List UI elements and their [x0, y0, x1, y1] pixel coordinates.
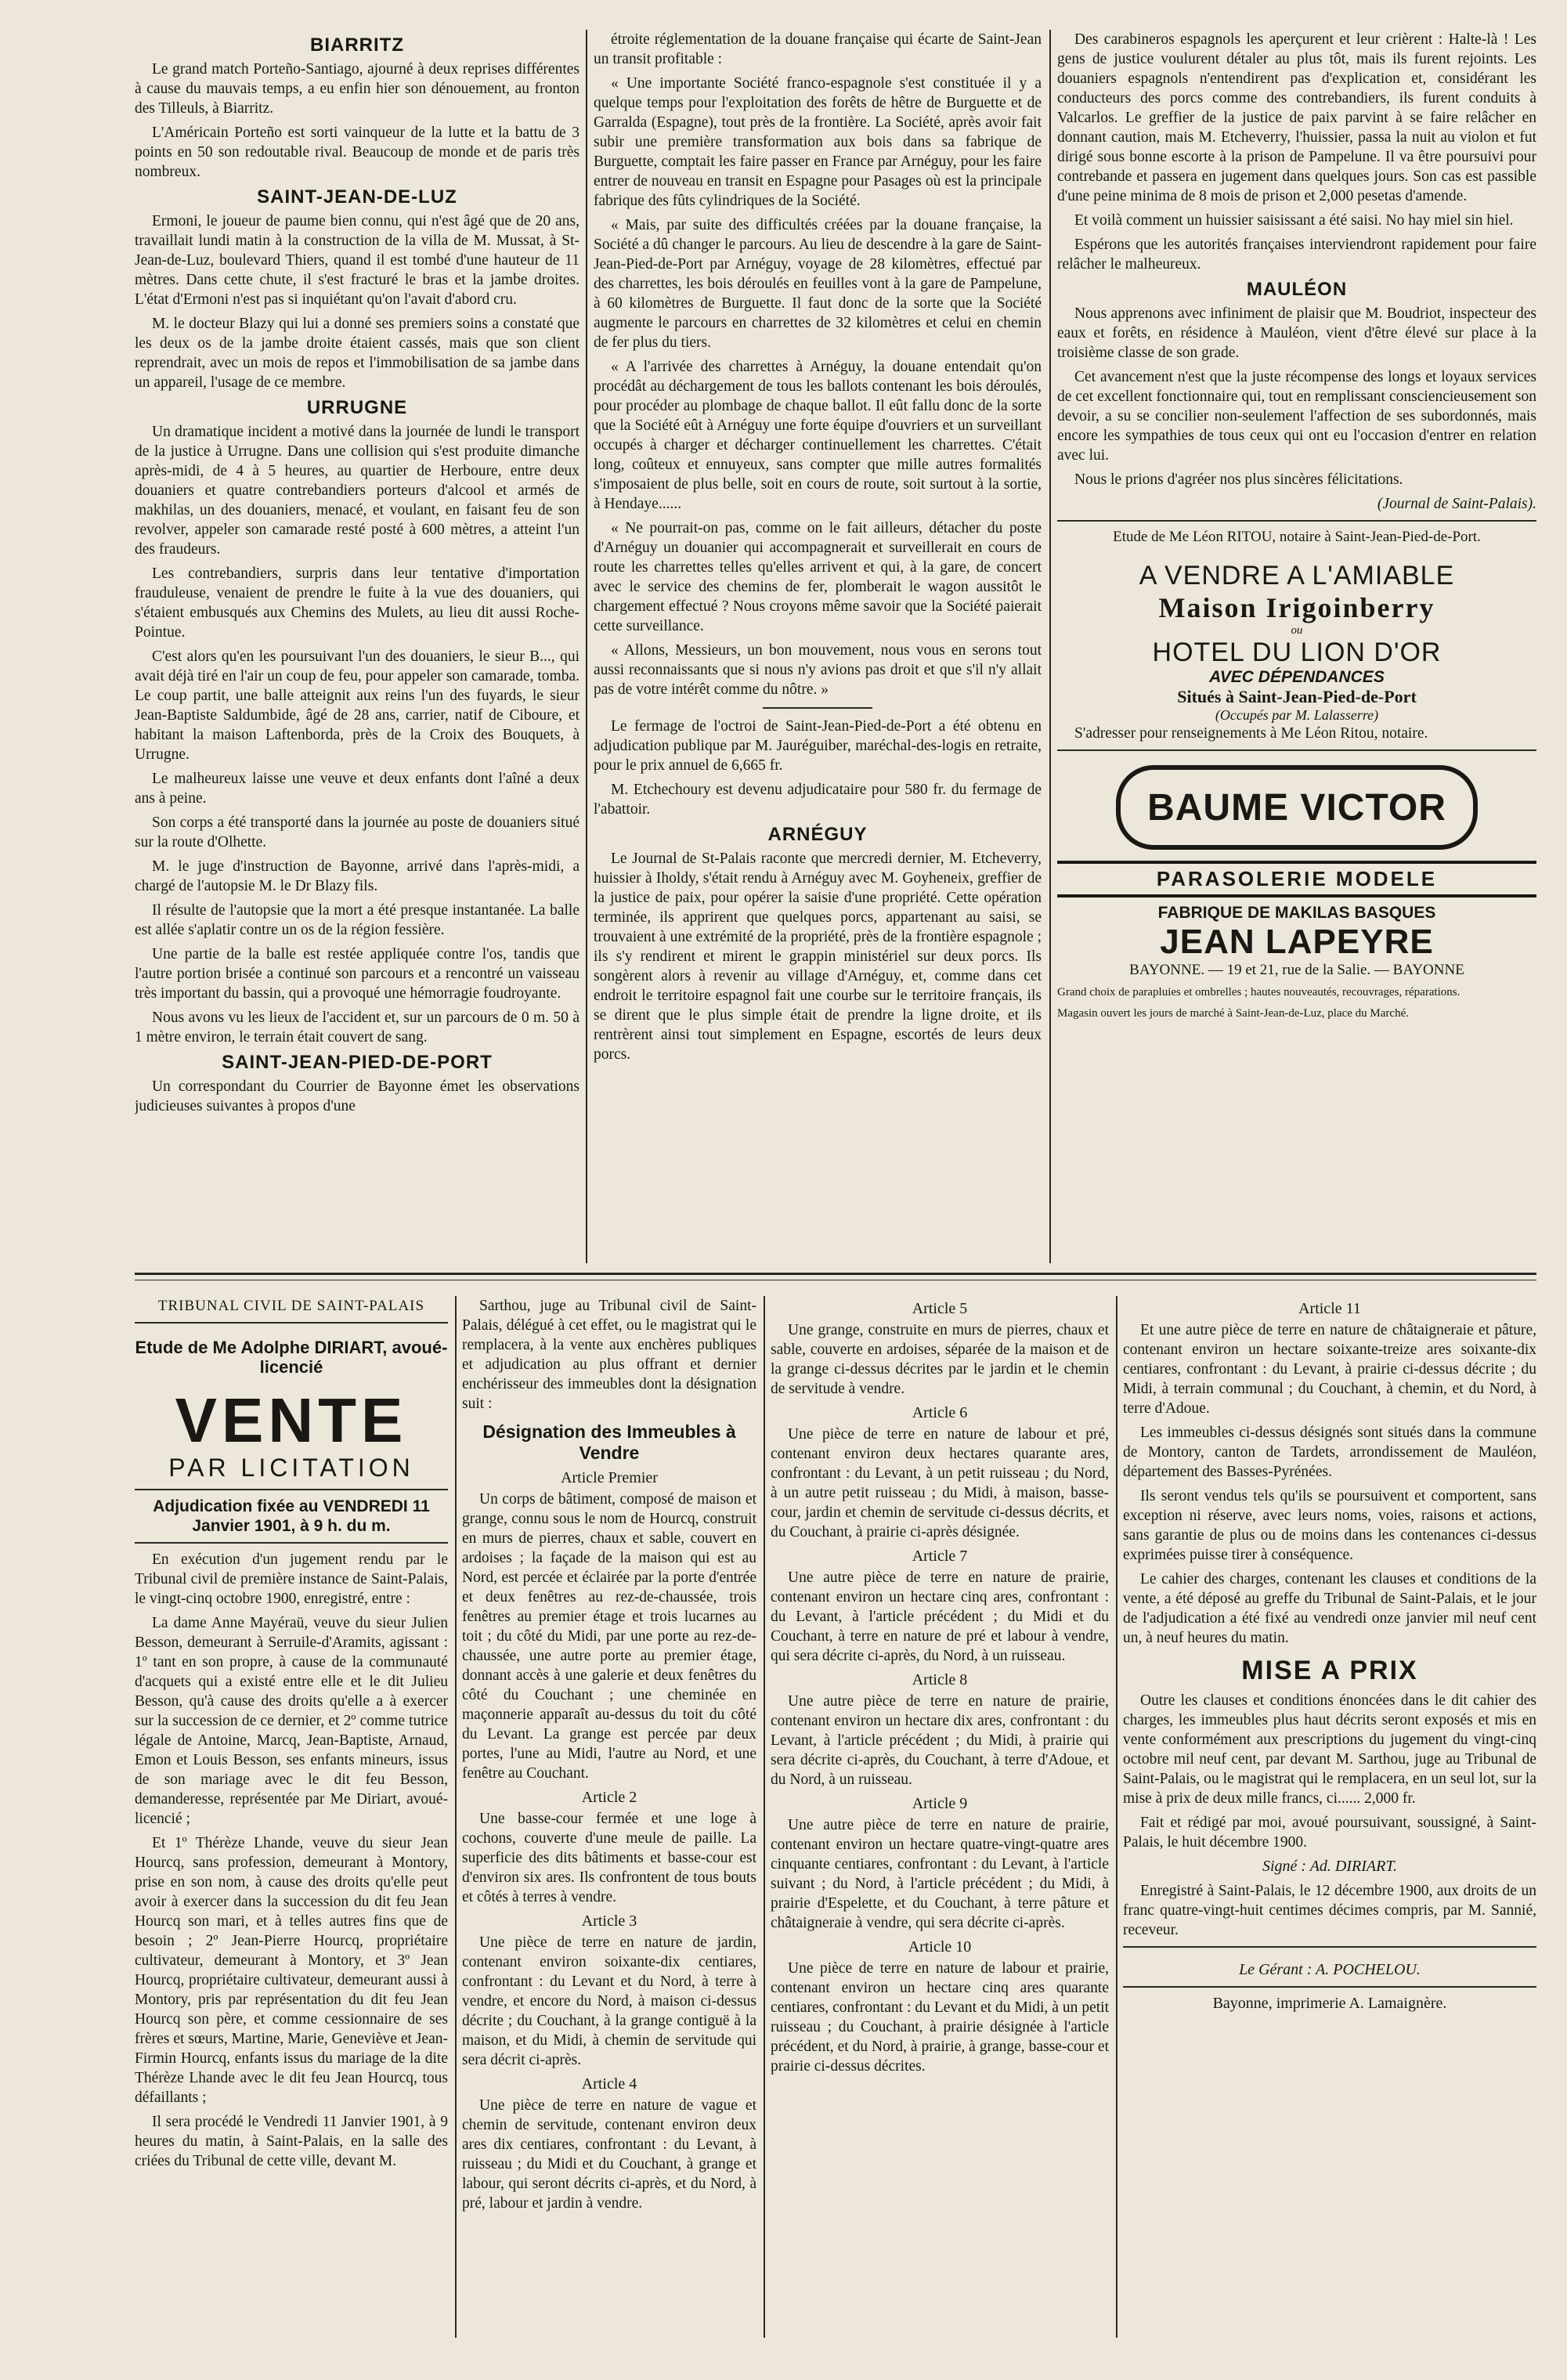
ad-parasolerie-title: PARASOLERIE MODELE	[1057, 861, 1536, 897]
paragraph: Fait et rédigé par moi, avoué poursuivant, soussigné, à Saint-Palais, le huit décembre 1900.	[1123, 1815, 1536, 1851]
ad-fabrique: FABRIQUE DE MAKILAS BASQUES	[1157, 904, 1436, 922]
gerant-line: Le Gérant : A. POCHELOU.	[1239, 1961, 1421, 1978]
article-heading: Article 5	[912, 1300, 968, 1317]
paragraph: Outre les clauses et conditions énoncées dans le dit cahier des charges, les immeubles plus haut décrits seront exposés et mis en vente conformément aux prescriptions du jugement du vingt-cinq octobre mil neuf cent, par devant M. Sarthou, juge au Tribunal de Saint-Palais, ou le magistrat qui le remplacera, en un seul lot, sur la mise à prix de deux mille francs, ci...... 2,000 fr.	[1123, 1692, 1536, 1807]
ad-hotel-name: HOTEL DU LION D'OR	[1152, 637, 1442, 667]
paragraph: Espérons que les autorités françaises interviendront rapidement pour faire relâcher le malheureux.	[1057, 237, 1536, 273]
paragraph: Enregistré à Saint-Palais, le 12 décembre 1900, aux droits de un franc quatre-vingt-huit centimes décimes compris, par M. Sannié, receveur.	[1123, 1883, 1536, 1938]
ad-dependances: AVEC DÉPENDANCES	[1209, 668, 1385, 686]
legal-column-4	[1123, 1296, 1536, 2338]
separator	[763, 707, 872, 709]
paragraph: M. le juge d'instruction de Bayonne, arrivé dans l'après-midi, a chargé de l'autopsie M. le Dr Blazy fils.	[135, 858, 580, 894]
article-heading: Article 3	[581, 1912, 637, 1930]
section-title-saint-jean-pied-de-port: SAINT-JEAN-PIED-DE-PORT	[222, 1052, 493, 1073]
paragraph: Et voilà comment un huissier saisissant a été saisi. No hay miel sin hiel.	[1074, 212, 1514, 229]
adjudication-date: Adjudication fixée au VENDREDI 11 Janvier 1901, à 9 h. du m.	[153, 1497, 430, 1535]
paragraph: M. Etchechoury est devenu adjudicataire pour 580 fr. du fermage de l'abattoir.	[594, 782, 1042, 818]
news-column-2	[594, 30, 1042, 1263]
mise-a-prix-heading: MISE A PRIX	[1241, 1656, 1418, 1685]
article-heading: Article 8	[912, 1671, 968, 1688]
paragraph: « Mais, par suite des difficultés créées par la douane française, la Société a dû changer le parcours. Au lieu de descendre à la gare de Saint-Jean-Pied-de-Port par Arnéguy, voyage de 28 kilomètres, effectué par des charrettes, les bois déroulés en feuilles vont à la gare de Pampelune, à 60 kilomètres de Burguette. Il faut donc de la sorte que la Société augmente le parcours en charrettes de 32 kilomètres et celui en chemin de fer plus du tiers.	[594, 217, 1042, 351]
paragraph: Le Journal de St-Palais raconte que mercredi dernier, M. Etcheverry, huissier à Iholdy, s'était rendu à Arnéguy avec M. Goyheneix, greffier de la justice de paix, pour opérer la saisie d'une propriété. Cette opération terminée, ils apprirent que quelques porcs, appartenant au saisi, se trouvaient à une extrémité de la propriété, près de la frontière espagnole ; ils s'y rendirent et mirent le grappin ministériel sur deux porcs. Ils songèrent alors à revenir au village d'Arnéguy, et, comme dans cet endroit le territoire espagnol fait une courbe sur le territoire français, ils se dirent que le plus simple était de prendre la ligne droite, et ils rentrèrent ainsi tout simplement en Espagne, escortés de leurs deux porcs.	[594, 851, 1042, 1063]
ad-location: Situés à Saint-Jean-Pied-de-Port	[1177, 687, 1417, 706]
paragraph: Le fermage de l'octroi de Saint-Jean-Pied-de-Port a été obtenu en adjudication publique par M. Jauréguiber, maréchal-des-logis en retraite, pour le prix annuel de 6,665 fr.	[594, 718, 1042, 774]
paragraph: Et une autre pièce de terre en nature de châtaigneraie et pâture, contenant environ un hectare soixante-treize ares soixante-dix centiares, confrontant : du Levant, à prairie ci-dessus décrite ; du Midi, à terrain communal ; du Couchant, à chemin, et du Nord, à terre d'Adoue.	[1123, 1322, 1536, 1417]
paragraph: Le malheureux laisse une veuve et deux enfants dont l'aîné a deux ans à peine.	[135, 771, 580, 807]
baume-victor-text: BAUME VICTOR	[1147, 786, 1446, 829]
paragraph: Ermoni, le joueur de paume bien connu, qui n'est âgé que de 20 ans, travaillait lundi matin à la construction de la villa de M. Mussat, à St-Jean-de-Luz, boulevard Thiers, quand il est tombé d'une hauteur de 11 mètres. Dans cette chute, il s'est fracturé le bras et la jambe droites. L'état d'Ermoni n'est pas si inquiétant qu'on l'avait d'abord cru.	[135, 213, 580, 308]
paragraph: « Allons, Messieurs, un bon mouvement, nous vous en serons tout aussi reconnaissants que si nous n'y avions pas droit et que s'il n'y allait pas de votre intérêt comme du nôtre. »	[594, 642, 1042, 698]
paragraph: Une pièce de terre en nature de vague et chemin de servitude, contenant environ deux ares dix centiares, confrontant : du Levant, à ruisseau ; du Midi et du Couchant, à grange et labour, qui seront décrits ci-après, et du Nord, à pré, labour et jardin à vendre.	[462, 2097, 756, 2212]
paragraph: Une pièce de terre en nature de jardin, contenant environ soixante-dix centiares, confrontant : du Levant et du Nord, à terre à vendre, et encore du Nord, à maison ci-dessus décrite ; du Couchant, à la grange contiguë à la maison, et du Midi, à chemin de servitude qui sera décrit ci-après.	[462, 1934, 756, 2068]
paragraph: Un dramatique incident a motivé dans la journée de lundi le transport de la justice à Urrugne. Dans une collision qui s'est produite dimanche après-midi, de 4 à 5 heures, au quartier de Herboure, entre deux douaniers et quatre contrebandiers porteurs d'alcool et armés de makhilas, un des douaniers, menacé, et voulant, en faisant feu de son revolver, appeler son camarade resté posté à 600 mètres, a atteint l'un des fraudeurs.	[135, 424, 580, 558]
separator	[1057, 520, 1536, 522]
tribunal-heading: TRIBUNAL CIVIL DE SAINT-PALAIS	[157, 1298, 425, 1314]
section-title-biarritz: BIARRITZ	[310, 34, 404, 56]
column-divider	[1116, 1296, 1117, 2338]
article-heading: Article 10	[908, 1938, 972, 1956]
paragraph: Nous avons vu les lieux de l'accident et, sur un parcours de 0 m. 50 à 1 mètre environ, le terrain était couvert de sang.	[135, 1009, 580, 1046]
baume-victor-logo	[1116, 765, 1478, 850]
article-heading: Article Premier	[561, 1469, 658, 1486]
paragraph: C'est alors qu'en les poursuivant l'un des douaniers, le sieur B..., qui avait déjà tiré en l'air un coup de feu, pour appeler son camarade, tomba. Le coup partit, une balle atteignit aux reins l'un des fuyards, le sieur Jean-Baptiste Saldumbide, âgé de 28 ans, carrier, natif de Ciboure, et habitant la maison Laftenborda, près de la Croix des Bouquets, à Urrugne.	[135, 648, 580, 763]
par-licitation: PAR LICITATION	[168, 1454, 414, 1482]
paragraph: Nous le prions d'agréer nos plus sincères félicitations.	[1074, 471, 1403, 488]
paragraph: « Une importante Société franco-espagnole s'est constituée il y a quelque temps pour l'exploitation des forêts de hêtre de Burguette et de Garralda (Espagne), tout près de la frontière. La Société, après avoir fait subir une première transformation aux bois dans sa fabrique de Burguette, comptait les faire passer en France par Arnéguy, pour les faire entrer de nouveau en transit en Espagne pour Pasages où est la principale fabrique des fûts cylindriques de la Société.	[594, 75, 1042, 209]
ad-etude: Etude de Me Léon RITOU, notaire à Saint-Jean-Pied-de-Port.	[1113, 529, 1481, 545]
article-heading: Article 6	[912, 1404, 968, 1421]
paragraph: Nous apprenons avec infiniment de plaisir que M. Boudriot, inspecteur des eaux et forêts, en résidence à Mauléon, vient d'être élevé sur place à la troisième classe de son grade.	[1057, 305, 1536, 361]
paragraph: En exécution d'un jugement rendu par le Tribunal civil de première instance de Saint-Palais, le vingt-cinq octobre 1900, enregistré, entre :	[135, 1551, 448, 1607]
news-column-1	[135, 30, 580, 1263]
paragraph: Une autre pièce de terre en nature de prairie, contenant environ un hectare quatre-vingt-quatre ares cinquante centiares, confrontant : du Levant, à l'article suivant ; du Nord, à l'article précédent ; du Midi, à prairie d'Espelette, et du Couchant, à terre pâture et châtaigneraie à vendre, qui sera décrite ci-après.	[771, 1817, 1109, 1931]
paragraph: Une pièce de terre en nature de labour et prairie, contenant environ un hectare cinq ares quarante centiares, confrontant : du Levant et du Midi, à un petit ruisseau ; du Couchant, à prairie désignée à l'article précédent, et du Nord, à prairie, à grange, basse-cour et prairie ci-dessus décrites.	[771, 1960, 1109, 2075]
news-column-3	[1057, 30, 1536, 1263]
section-divider	[135, 1273, 1536, 1275]
paragraph: Sarthou, juge au Tribunal civil de Saint-Palais, délégué à cet effet, ou le magistrat qui le remplacera, à la vente aux enchères publiques et adjudication au plus offrant et dernier enchérisseur des immeubles dont la désignation suit :	[462, 1298, 756, 1412]
paragraph: Cet avancement n'est que la juste récompense des longs et loyaux services de cet excellent fonctionnaire qui, tout en remplissant consciencieusement son devoir, a su se concilier non-seulement l'affection de ses subordonnés, mais encore les sympathies de tous ceux qui ont eu l'occasion d'entrer en relation avec lui.	[1057, 369, 1536, 464]
ad-address: BAYONNE. — 19 et 21, rue de la Salie. — BAYONNE	[1129, 962, 1464, 978]
paragraph: Le cahier des charges, contenant les clauses et conditions de la vente, a été déposé au greffe du Tribunal de Saint-Palais, et le jour de l'adjudication a été fixé au vendredi onze janvier mil neuf cent un, à neuf heures du matin.	[1123, 1571, 1536, 1646]
ad-headline: A VENDRE A L'AMIABLE	[1139, 561, 1455, 590]
legal-column-2	[462, 1296, 756, 2338]
separator	[135, 1489, 448, 1490]
column-divider	[586, 30, 587, 1263]
paragraph: Ils seront vendus tels qu'ils se poursuivent et comportent, sans exception ni réserve, avec leurs noms, voies, raisons et actions, sans garantie de plus ou de moins dans les contenances ci-dessus exprimées puisse tirer à conséquence.	[1123, 1488, 1536, 1563]
ad-contact: S'adresser pour renseignements à Me Léon Ritou, notaire.	[1074, 725, 1428, 742]
section-title-mauleon: MAULÉON	[1246, 279, 1348, 300]
column-divider	[764, 1296, 765, 2338]
paragraph: « Ne pourrait-on pas, comme on le fait ailleurs, détacher du poste d'Arnéguy un douanier qui accompagnerait et surveillerait en cours de route les charrettes telles qu'elles arrivent et qui, à la gare, de concert avec le service des chemins de fer, plomberait le wagon aussitôt le chargement effectué ? Nous croyons même savoir que la Société paierait cette surveillance.	[594, 520, 1042, 634]
legal-column-1	[135, 1296, 448, 2338]
article-heading: Article 2	[581, 1789, 637, 1806]
article-heading: Article 11	[1298, 1300, 1361, 1317]
ad-occupant: (Occupés par M. Lalasserre)	[1215, 707, 1379, 723]
legal-notice-section	[135, 1296, 1536, 2338]
paragraph: Une partie de la balle est restée appliquée contre l'os, tandis que l'autre portion brisée a continué son parcours et a rencontré un vaisseau très important du bassin, qui a provoqué une hémorragie foudroyante.	[135, 946, 580, 1002]
ad-market-note: Magasin ouvert les jours de marché à Saint-Jean-de-Luz, place du Marché.	[1057, 1007, 1409, 1020]
paragraph: Une autre pièce de terre en nature de prairie, contenant environ un hectare cinq ares, confrontant : du Levant, à l'article précédent ; du Midi et du Couchant, à terre en nature de pré et labour à vendre, qui sera décrite ci-après, du Nord, à un ruisseau.	[771, 1569, 1109, 1664]
column-divider	[455, 1296, 457, 2338]
advertisement-parasolerie	[1057, 861, 1536, 1021]
paragraph: Le grand match Porteño-Santiago, ajourné à deux reprises différentes à cause du mauvais temps, a eu enfin hier son dénouement, au fronton des Tilleuls, à Biarritz.	[135, 61, 580, 117]
article-heading: Article 4	[581, 2075, 637, 2093]
section-title-arneguy: ARNÉGUY	[767, 824, 868, 845]
paragraph: Son corps a été transporté dans la journée au poste de douaniers situé sur la route d'Olhette.	[135, 814, 580, 851]
paragraph: Un corps de bâtiment, composé de maison et grange, connu sous le nom de Hourcq, construit en murs de pierres, chaux et sable, couvert en ardoises ; la façade de la maison qui est au Nord, est percée et éclairée par la porte d'entrée et deux fenêtres au rez-de-chaussée, trois fenêtres au premier étage et trois lucarnes au toit ; du côté du Midi, par une porte au rez-de-chaussée, une autre porte au premier étage, donnant accès à une galerie et deux fenêtres du côté du Couchant ; une cheminée en maçonnerie apparaît au-dessus du toit du côté du Levant. La grange est percée par deux portes, l'une au Midi, l'autre au Nord, et une fenêtre au Couchant.	[462, 1491, 756, 1782]
section-title-saint-jean-de-luz: SAINT-JEAN-DE-LUZ	[257, 186, 457, 208]
article-heading: Article 7	[912, 1548, 968, 1565]
paragraph: Une grange, construite en murs de pierres, chaux et sable, couverte en ardoises, séparée de la maison et de la grange ci-dessus décrites par le jardin et le chemin de servitude à vendre.	[771, 1322, 1109, 1397]
paragraph: Un correspondant du Courrier de Bayonne émet les observations judicieuses suivantes à propos d'une	[135, 1078, 580, 1114]
ad-description: Grand choix de parapluies et ombrelles ; hautes nouveautés, recouvrages, réparations.	[1057, 986, 1460, 999]
separator	[135, 1322, 448, 1324]
article-heading: Article 9	[912, 1795, 968, 1812]
paragraph: Il sera procédé le Vendredi 11 Janvier 1901, à 9 heures du matin, à Saint-Palais, en la salle des criées du Tribunal de cette ville, devant M.	[135, 2114, 448, 2169]
column-divider	[1049, 30, 1051, 1263]
paragraph: « A l'arrivée des charrettes à Arnéguy, la douane entendait qu'on procédât au déchargement de tous les ballots contenant les bois déroulés, pour procéder au plombage de chaque ballot. Il eût fallu donc de la sorte que la Société eût à Arnéguy une forte équipe d'ouvriers et un surveillant occupés à charger et décharger continuellement les charrettes. C'était long, coûteux et ennuyeux, sans compter que mille autres formalités s'imposaient de plus belle, soit en cours de route, soit surtout à la sortie, à Hendaye......	[594, 359, 1042, 512]
paragraph: Il résulte de l'autopsie que la mort a été presque instantanée. La balle est allée s'aplatir contre un os de la région fessière.	[135, 902, 580, 938]
ad-property-name: Maison Irigoinberry	[1158, 592, 1435, 623]
paragraph: Les immeubles ci-dessus désignés sont situés dans la commune de Montory, canton de Tardets, arrondissement de Mauléon, département des Basses-Pyrénées.	[1123, 1425, 1536, 1480]
paragraph: L'Américain Porteño est sorti vainqueur de la lutte et la battu de 3 points en 50 son redoutable rival. Beaucoup de monde et de paris très nombreux.	[135, 125, 580, 180]
section-title-urrugne: URRUGNE	[306, 397, 408, 418]
paragraph: La dame Anne Mayéraü, veuve du sieur Julien Besson, demeurant à Serruile-d'Aramits, agissant : 1º tant en son propre, à cause de la communauté d'acquets qui a existé entre elle et le dit Julieu Besson, qu'à cause des droits qu'elle a à exercer sur la succession de ce dernier, et 2º comme tutrice légale de Antoine, Marcq, Jean-Baptiste, Arnaud, Emon et Louis Besson, ses enfants mineurs, issus de son mariage avec le dit feu Besson, demanderesse, représentée par Me Diriart, avoué-licencié ;	[135, 1615, 448, 1827]
paragraph: Une autre pièce de terre en nature de prairie, contenant environ un hectare dix ares, confrontant : du Levant, à l'article précédent ; du Midi, à prairie qui sera décrite ci-après, du Couchant, à terre d'Adoue, et du Nord, à un ruisseau.	[771, 1693, 1109, 1788]
paragraph: M. le docteur Blazy qui lui a donné ses premiers soins a constaté que les deux os de la jambe droite étaient cassés, mais que son client reprendrait, avec un mois de repos et l'immobilisation de sa jambe dans un appareil, l'usage de ce membre.	[135, 316, 580, 391]
ad-jean-lapeyre: JEAN LAPEYRE	[1160, 923, 1434, 961]
signature-line: Signé : Ad. DIRIART.	[1262, 1858, 1397, 1875]
separator	[1057, 749, 1536, 751]
etude-diriart: Etude de Me Adolphe DIRIART, avoué-licencié	[135, 1338, 448, 1377]
vente-title: VENTE	[175, 1385, 408, 1455]
advertisement-lion-dor	[1057, 528, 1536, 743]
separator	[1123, 1986, 1536, 1988]
source-credit: (Journal de Saint-Palais).	[1377, 496, 1536, 512]
paragraph: étroite réglementation de la douane française qui écarte de Saint-Jean un transit profitable :	[594, 31, 1042, 67]
legal-column-3	[771, 1296, 1109, 2338]
paragraph: Une basse-cour fermée et une loge à cochons, couverte d'une meule de paille. La superficie des dits bâtiments et basse-cour est d'environ six ares. Ils confrontent de tous bouts et côtés à terres à vendre.	[462, 1811, 756, 1905]
designation-heading: Désignation des Immeubles à Vendre	[482, 1421, 736, 1463]
paragraph: Des carabineros espagnols les aperçurent et leur crièrent : Halte-là ! Les gens de justice voulurent détaler au plus tôt, mais ils furent rejoints. Les douaniers espagnols n'entendirent pas d'explication et, considérant les conducteurs des porcs comme des contrebandiers, ils furent conduits à Valcarlos. Le greffier de la justice de paix parvint à se faire relâcher en donnant caution, mais M. Etcheverry, l'huissier, passa la nuit au violon et fut dirigé sous bonne escorte à la prison de Pampelune. Il va être poursuivi pour contrebande et passera en jugement dans quelques jours. Son cas est passible d'une peine minima de 8 mois de prison et 2,000 pesetas d'amende.	[1057, 31, 1536, 204]
news-section	[135, 30, 1536, 1263]
ad-or: ou	[1291, 624, 1303, 637]
separator	[1123, 1946, 1536, 1948]
paragraph: Une pièce de terre en nature de labour et pré, contenant environ deux hectares quarante ares, confrontant : du Levant, à un petit ruisseau ; du Nord, à un autre petit ruisseau ; du Midi, à maison, basse-cour, jardin et chemin de servitude ci-dessus décrits, et du Couchant, à prairie ci-après désignée.	[771, 1426, 1109, 1540]
paragraph: Les contrebandiers, surpris dans leur tentative d'importation frauduleuse, venaient de prendre le fuite à la vue des douaniers, qui s'étaient embusqués aux Chemins des Mulets, au lieu dit aussi Roche-Pointue.	[135, 565, 580, 641]
printer-line: Bayonne, imprimerie A. Lamaignère.	[1212, 1995, 1447, 2012]
paragraph: Et 1º Thérèze Lhande, veuve du sieur Jean Hourcq, sans profession, demeurant à Montory, prise en son nom, à cause des droits qu'elle peut avoir à exercer dans la succession du dit feu Jean Hourcq son mari, et à telles autres fins que de besoin ; 2º Jean-Pierre Hourcq, propriétaire cultivateur, demeurant à Montory, et 3º Jean Hourcq, propriétaire cultivateur, demeurant aussi à Montory, pris par représentation du dit feu Jean Hourcq son père, et comme cessionnaire de ses frères et sœurs, Martine, Marie, Geneviève et Jean-Firmin Hourcq, enfants issus du mariage de la dite Thérèze Lhande avec le dit feu Jean Hourcq, tous défaillants ;	[135, 1835, 448, 2106]
separator	[135, 1542, 448, 1544]
